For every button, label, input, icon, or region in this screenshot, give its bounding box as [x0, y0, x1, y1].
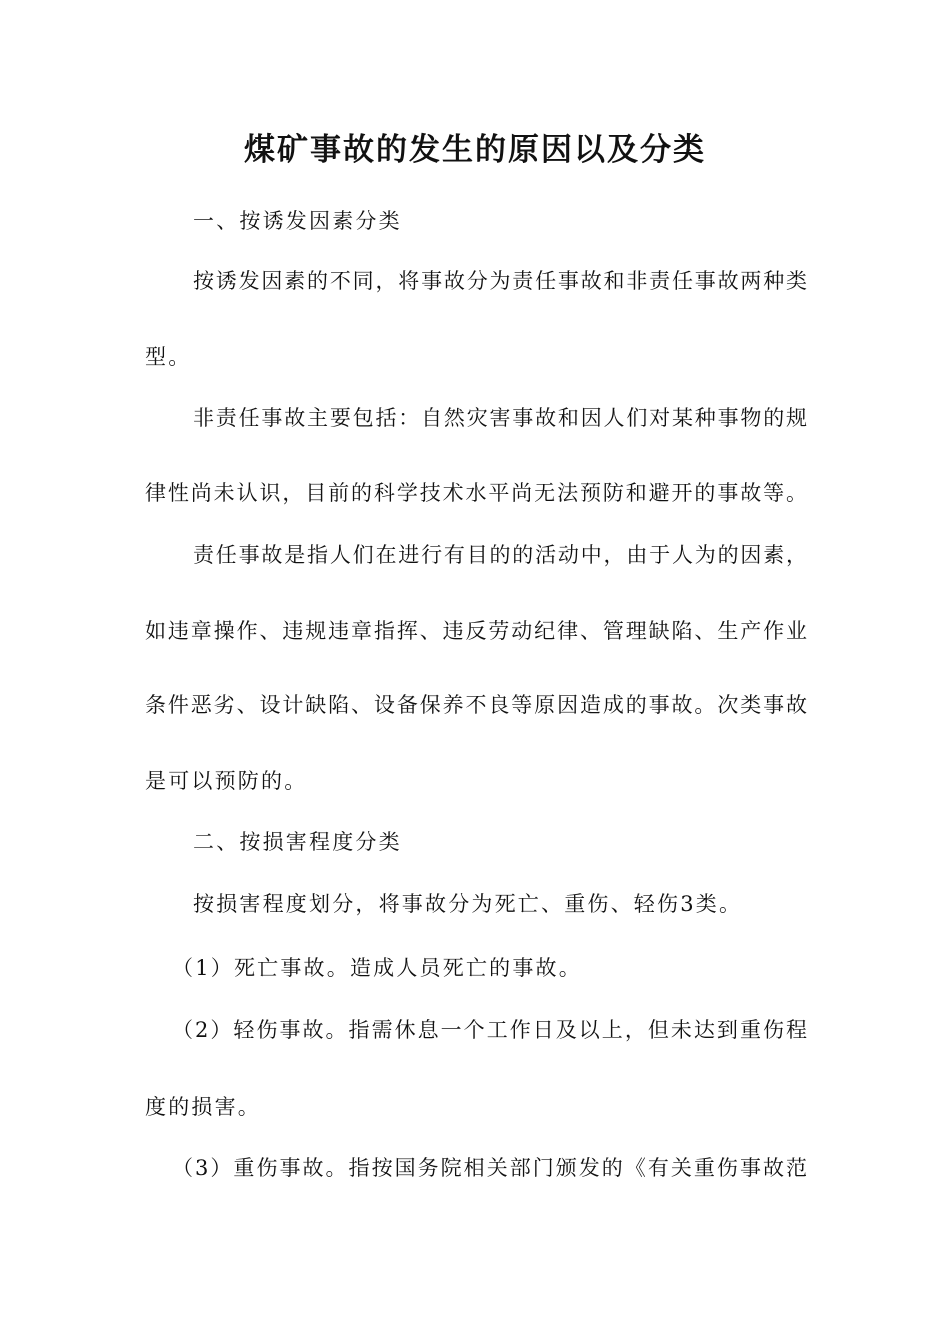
- list-item: （3）重伤事故。指按国务院相关部门颁发的《有关重伤事故范: [172, 1156, 807, 1180]
- list-item: （2）轻伤事故。指需休息一个工作日及以上，但未达到重伤程: [172, 1018, 807, 1042]
- paragraph-line: 非责任事故主要包括：自然灾害事故和因人们对某种事物的规: [193, 406, 807, 430]
- paragraph-line: 按诱发因素的不同，将事故分为责任事故和非责任事故两种类: [193, 269, 807, 293]
- paragraph-line: 是可以预防的。: [145, 769, 308, 793]
- paragraph-line: 条件恶劣、设计缺陷、设备保养不良等原因造成的事故。次类事故: [145, 693, 807, 717]
- section-heading-1: 一、按诱发因素分类: [193, 209, 402, 233]
- paragraph-line: 如违章操作、违规违章指挥、违反劳动纪律、管理缺陷、生产作业: [145, 619, 807, 643]
- paragraph-line: 律性尚未认识，目前的科学技术水平尚无法预防和避开的事故等。: [145, 481, 807, 505]
- section-heading-2: 二、按损害程度分类: [193, 830, 402, 854]
- paragraph-line: 型。: [145, 345, 192, 369]
- paragraph-line: 度的损害。: [145, 1095, 261, 1119]
- list-item: （1）死亡事故。造成人员死亡的事故。: [172, 956, 582, 980]
- document-title: 煤矿事故的发生的原因以及分类: [244, 132, 706, 168]
- paragraph-line: 责任事故是指人们在进行有目的的活动中，由于人为的因素，: [193, 543, 807, 567]
- paragraph-line: 按损害程度划分，将事故分为死亡、重伤、轻伤3类。: [193, 892, 743, 916]
